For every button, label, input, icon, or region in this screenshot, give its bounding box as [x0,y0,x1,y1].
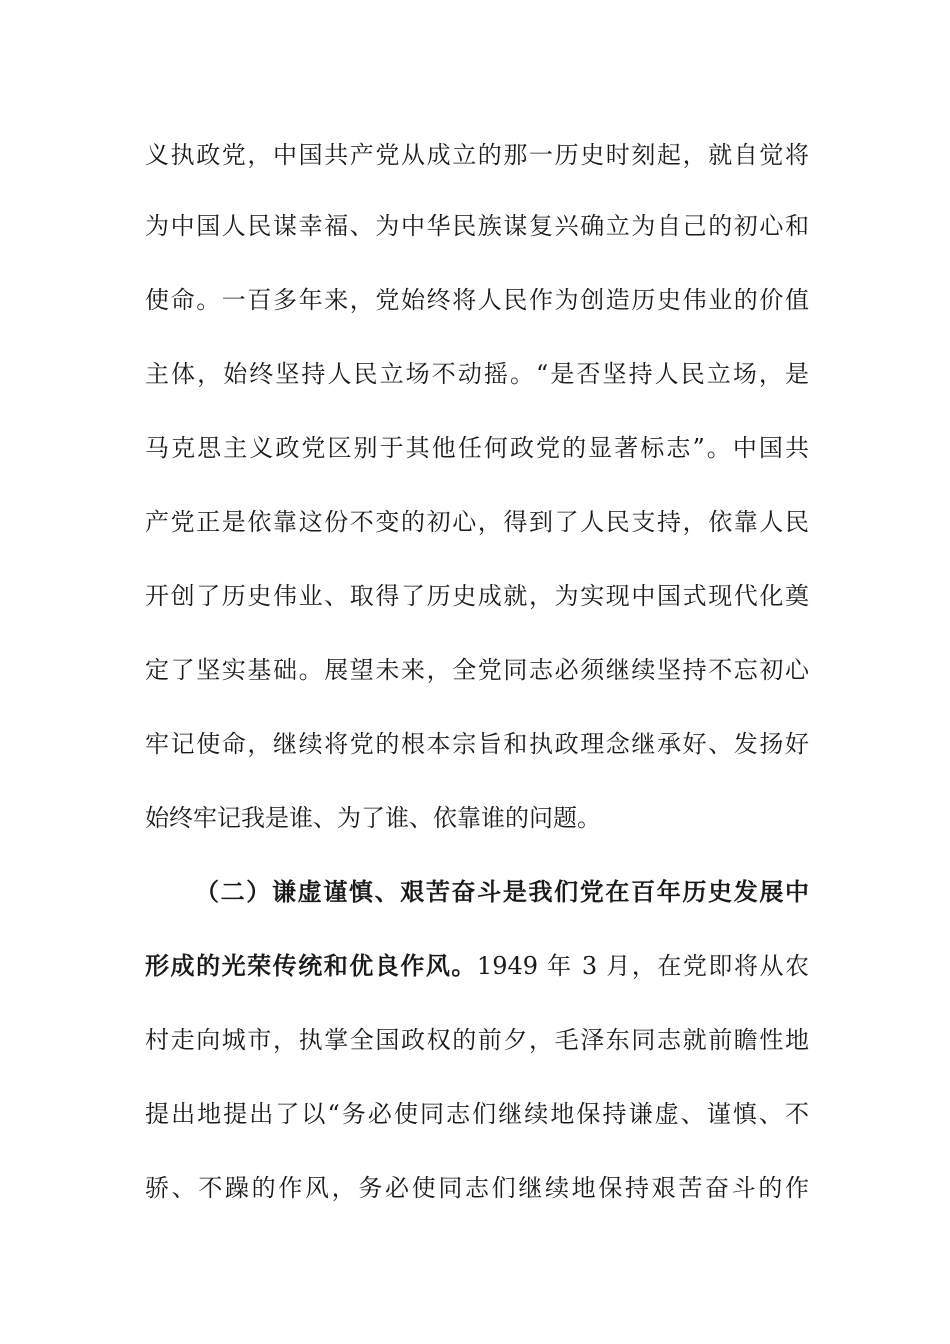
body-text-line: 定了坚实基础。展望未来，全党同志必须继续坚持不忘初心 [145,656,809,684]
body-text-line: 提出地提出了以“务必使同志们继续地保持谦虚、谨慎、不 [145,1100,809,1128]
section-heading-bold-end: 形成的光荣传统和优良作风。 [145,951,477,980]
body-text-line: 牢记使命，继续将党的根本宗旨和执政理念继承好、发扬好 [145,730,809,758]
body-text-line: 主体，始终坚持人民立场不动摇。“是否坚持人民立场，是 [145,360,809,388]
body-text-line: 义执政党，中国共产党从成立的那一历史时刻起，就自觉将 [145,141,809,169]
body-text-line: 开创了历史伟业、取得了历史成就，为实现中国式现代化奠 [145,582,809,610]
body-text-line: 始终牢记我是谁、为了谁、依靠谁的问题。 [145,804,601,832]
section-heading-continuation [145,948,809,984]
body-text-span: 1949 年 3 月，在党即将从农 [476,952,810,980]
body-text-line: 村走向城市，执掌全国政权的前夕，毛泽东同志就前瞻性地 [145,1026,809,1054]
body-text-line: 骄、不躁的作风，务必使同志们继续地保持艰苦奋斗的作 [145,1174,809,1202]
body-text-line: 产党正是依靠这份不变的初心，得到了人民支持，依靠人民 [145,508,809,536]
body-text-line: 马克思主义政党区别于其他任何政党的显著标志”。中国共 [145,434,809,462]
body-text-line: 为中国人民谋幸福、为中华民族谋复兴确立为自己的初心和 [145,212,809,240]
section-heading: （二）谦虚谨慎、艰苦奋斗是我们党在百年历史发展中 [195,877,809,906]
body-text-line: 使命。一百多年来，党始终将人民作为创造历史伟业的价值 [145,286,809,314]
